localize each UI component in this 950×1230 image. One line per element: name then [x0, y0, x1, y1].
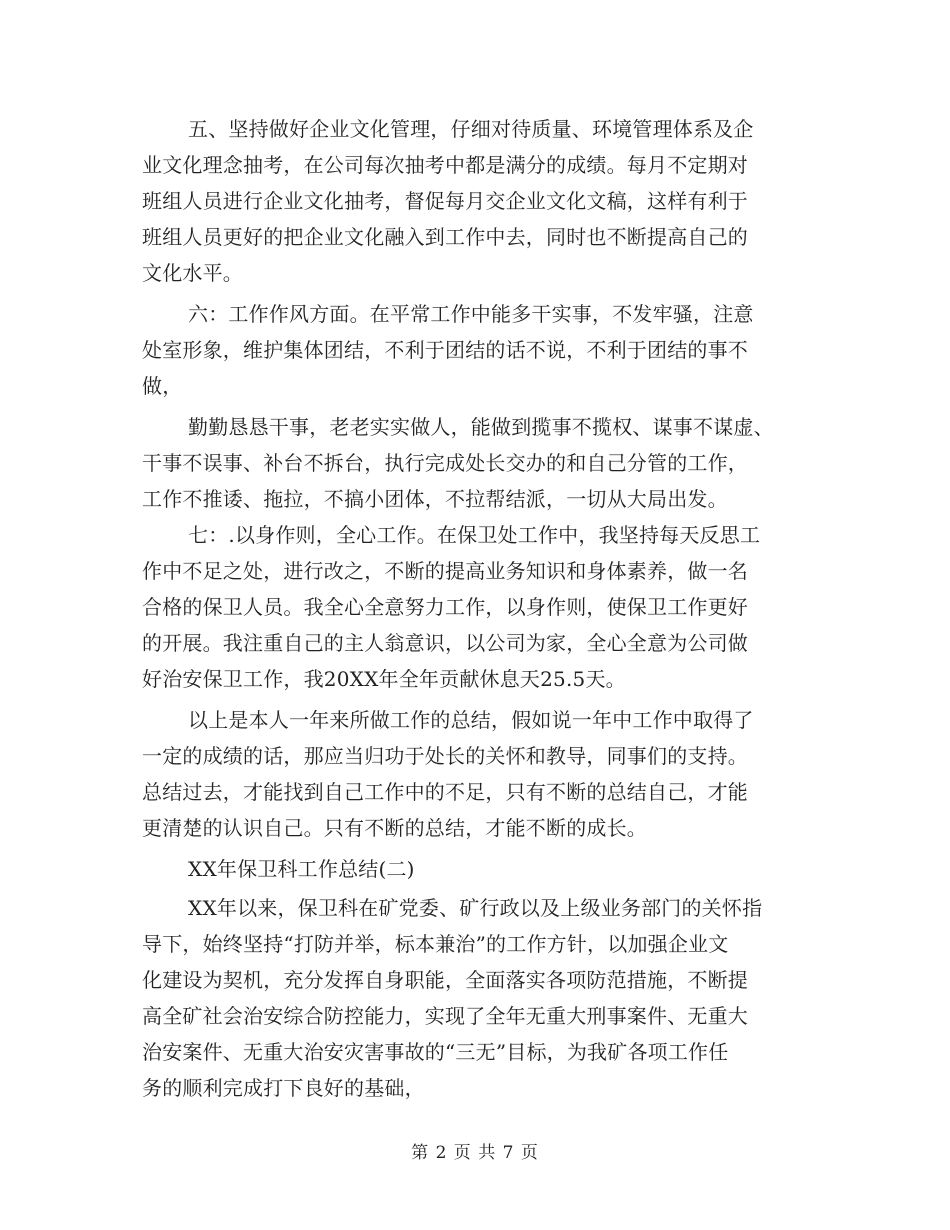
paragraph-line: 合格的保卫人员。我全心全意努力工作，以身作则，使保卫工作更好: [142, 595, 748, 619]
section-heading: XX年保卫科工作总结(二): [188, 857, 415, 881]
paragraph-line: 干事不误事、补台不拆台，执行完成处长交办的和自己分管的工作，: [142, 451, 748, 475]
paragraph-line: 务的顺利完成打下良好的基础，: [142, 1076, 425, 1100]
paragraph-line: XX年以来，保卫科在矿党委、矿行政以及上级业务部门的关怀指: [188, 896, 763, 920]
paragraph-line: 化建设为契机，充分发挥自身职能，全面落实各项防范措施，不断提: [142, 968, 748, 992]
paragraph-line: 业文化理念抽考，在公司每次抽考中都是满分的成绩。每月不定期对: [142, 153, 748, 177]
paragraph-line: 以上是本人一年来所做工作的总结，假如说一年中工作中取得了: [188, 708, 754, 732]
paragraph-line: 一定的成绩的话，那应当归功于处长的关怀和教导，同事们的支持。: [142, 744, 748, 768]
paragraph-line: 更清楚的认识自己。只有不断的总结，才能不断的成长。: [142, 816, 647, 840]
paragraph-line: 的开展。我注重自己的主人翁意识，以公司为家，全心全意为公司做: [142, 631, 748, 655]
paragraph-line: 六：工作作风方面。在平常工作中能多干实事，不发牢骚，注意: [188, 302, 754, 326]
paragraph-line: 总结过去，才能找到自己工作中的不足，只有不断的总结自己，才能: [142, 780, 748, 804]
page-footer: 第 2 页 共 7 页: [411, 1143, 539, 1163]
paragraph-line: 好治安保卫工作，我20XX年全年贡献休息天25.5天。: [142, 667, 626, 691]
paragraph-line: 作中不足之处，进行改之，不断的提高业务知识和身体素养，做一名: [142, 559, 748, 583]
paragraph-line: 班组人员进行企业文化抽考，督促每月交企业文化文稿，这样有利于: [142, 189, 748, 213]
paragraph-line: 做，: [142, 374, 183, 398]
paragraph-line: 班组人员更好的把企业文化融入到工作中去，同时也不断提高自己的: [142, 225, 748, 249]
paragraph-line: 七：.以身作则，全心工作。在保卫处工作中，我坚持每天反思工: [188, 523, 761, 547]
paragraph-line: 工作不推诿、拖拉，不搞小团体，不拉帮结派，一切从大局出发。: [142, 487, 728, 511]
paragraph-line: 导下，始终坚持“打防并举，标本兼治”的工作方针，以加强企业文: [142, 932, 729, 956]
paragraph-line: 五、坚持做好企业文化管理，仔细对待质量、环境管理体系及企: [188, 117, 754, 141]
paragraph-line: 勤勤恳恳干事，老老实实做人，能做到揽事不揽权、谋事不谋虚、: [188, 415, 774, 439]
paragraph-line: 文化水平。: [142, 261, 243, 285]
paragraph-line: 治安案件、无重大治安灾害事故的“三无”目标，为我矿各项工作任: [142, 1040, 729, 1064]
paragraph-line: 处室形象，维护集体团结，不利于团结的话不说，不利于团结的事不: [142, 338, 748, 362]
paragraph-line: 高全矿社会治安综合防控能力，实现了全年无重大刑事案件、无重大: [142, 1004, 748, 1028]
